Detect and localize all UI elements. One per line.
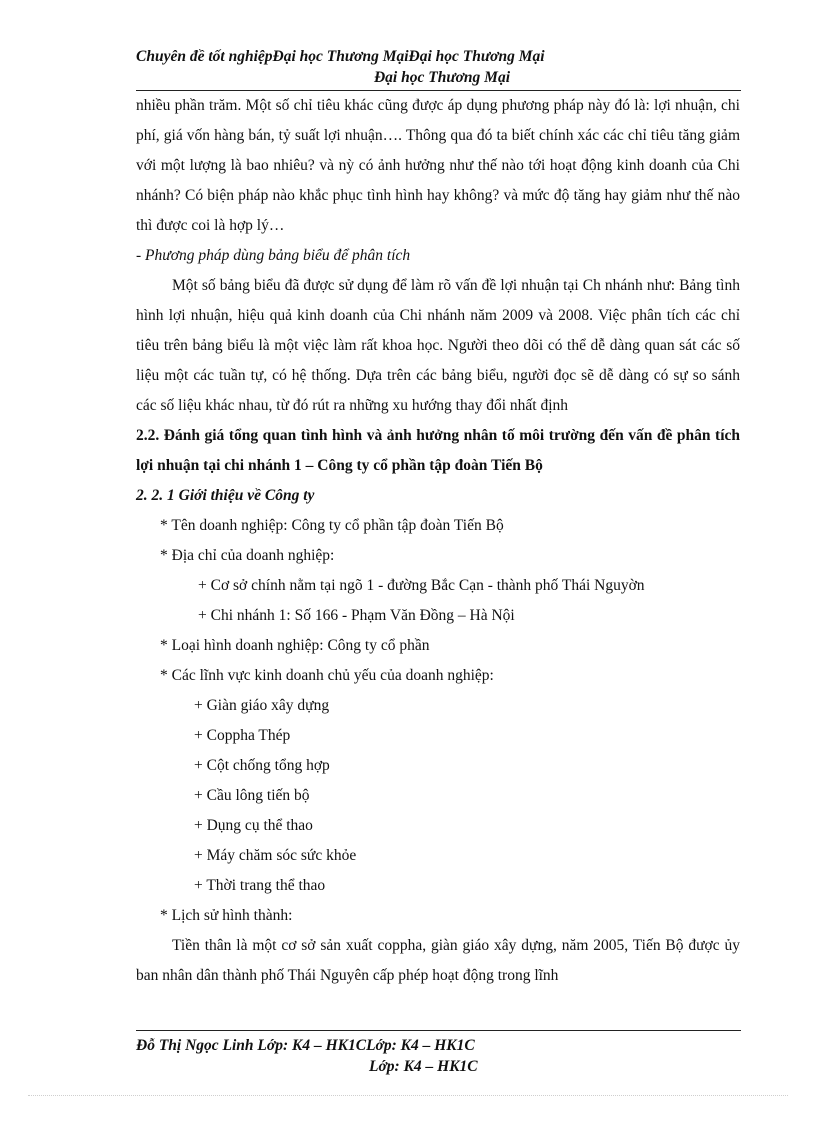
paragraph-3: Tiền thân là một cơ sở sản xuất coppha, giàn giáo xây dựng, năm 2005, Tiến Bộ được ủy ban nhân dân thành phố Thái Nguyên cấp phép hoạt động trong lĩnh bbox=[136, 937, 740, 984]
section-heading: 2.2. Đánh giá tổng quan tình hình và ảnh hưởng nhân tố môi trường đến vấn đề phân tích lợi nhuận tại chi nhánh 1 – Công ty cổ phần tập đoàn Tiến Bộ bbox=[136, 427, 740, 474]
page-break-line bbox=[28, 1095, 788, 1096]
header-line-2: Đại học Thương Mại bbox=[373, 69, 511, 86]
footer-line-2: Lớp: K4 – HK1C bbox=[369, 1058, 478, 1075]
paragraph-1: nhiều phần trăm. Một số chỉ tiêu khác cũng được áp dụng phương pháp này đó là: lợi nhuận, chi phí, giá vốn hàng bán, tỷ suất lợi nhuận…. Thông qua đó ta biết chính xác các chỉ tiêu tăng giảm với một lượng là bao nhiêu? và nỳ có ảnh hưởng như thế nào tới hoạt động kinh doanh của Chi nhánh? Có biện pháp nào khắc phục tình hình hay không? và mức độ tăng hay giảm như thế nào thì được coi là hợp lý… bbox=[136, 97, 740, 234]
business-field-item: + Cột chống tổng hợp bbox=[194, 757, 330, 774]
business-field-item: + Cầu lông tiến bộ bbox=[194, 787, 310, 804]
business-type: * Loại hình doanh nghiệp: Công ty cổ phần bbox=[160, 637, 430, 654]
business-field-item: + Dụng cụ thể thao bbox=[194, 817, 313, 834]
business-field-item: + Thời trang thể thao bbox=[194, 877, 326, 894]
address-label: * Địa chỉ của doanh nghiệp: bbox=[160, 547, 335, 564]
page-footer bbox=[136, 1035, 740, 1077]
footer-line-1: Đỗ Thị Ngọc Linh Lớp: K4 – HK1CLớp: K4 – HK1C bbox=[136, 1037, 475, 1054]
business-fields-label: * Các lĩnh vực kinh doanh chủ yếu của doanh nghiệp: bbox=[160, 667, 494, 684]
business-field-item: + Giàn giáo xây dựng bbox=[194, 697, 330, 714]
header-line-1: Chuyên đề tốt nghiệpĐại học Thương MạiĐại học Thương Mại bbox=[136, 48, 545, 65]
business-field-item: + Coppha Thép bbox=[194, 727, 291, 744]
company-name: * Tên doanh nghiệp: Công ty cổ phần tập đoàn Tiến Bộ bbox=[160, 517, 504, 534]
address-item: + Chi nhánh 1: Số 166 - Phạm Văn Đồng – Hà Nội bbox=[198, 607, 515, 624]
method-heading: - Phương pháp dùng bảng biểu để phân tích bbox=[136, 247, 411, 264]
subsection-heading: 2. 2. 1 Giới thiệu về Công ty bbox=[136, 487, 315, 504]
document-body bbox=[136, 91, 740, 991]
history-label: * Lịch sử hình thành: bbox=[160, 907, 293, 924]
business-field-item: + Máy chăm sóc sức khỏe bbox=[194, 847, 357, 864]
address-item: + Cơ sở chính nằm tại ngõ 1 - đường Bắc Cạn - thành phố Thái Nguyờn bbox=[198, 577, 645, 594]
page-header bbox=[136, 46, 740, 88]
paragraph-2: Một số bảng biểu đã được sử dụng để làm rõ vấn đề lợi nhuận tại Ch nhánh như: Bảng tình hình lợi nhuận, hiệu quả kinh doanh của Chi nhánh năm 2009 và 2008. Việc phân tích các chỉ tiêu trên bảng biểu là một việc làm rất khoa học. Người theo dõi có thể dễ dàng quan sát các số liệu một các tuần tự, có hệ thống. Dựa trên các bảng biểu, người đọc sẽ dễ dàng có sự so sánh các số liệu khác nhau, từ đó rút ra những xu hướng thay đổi nhất định bbox=[136, 277, 740, 414]
footer-rule bbox=[136, 1030, 741, 1031]
